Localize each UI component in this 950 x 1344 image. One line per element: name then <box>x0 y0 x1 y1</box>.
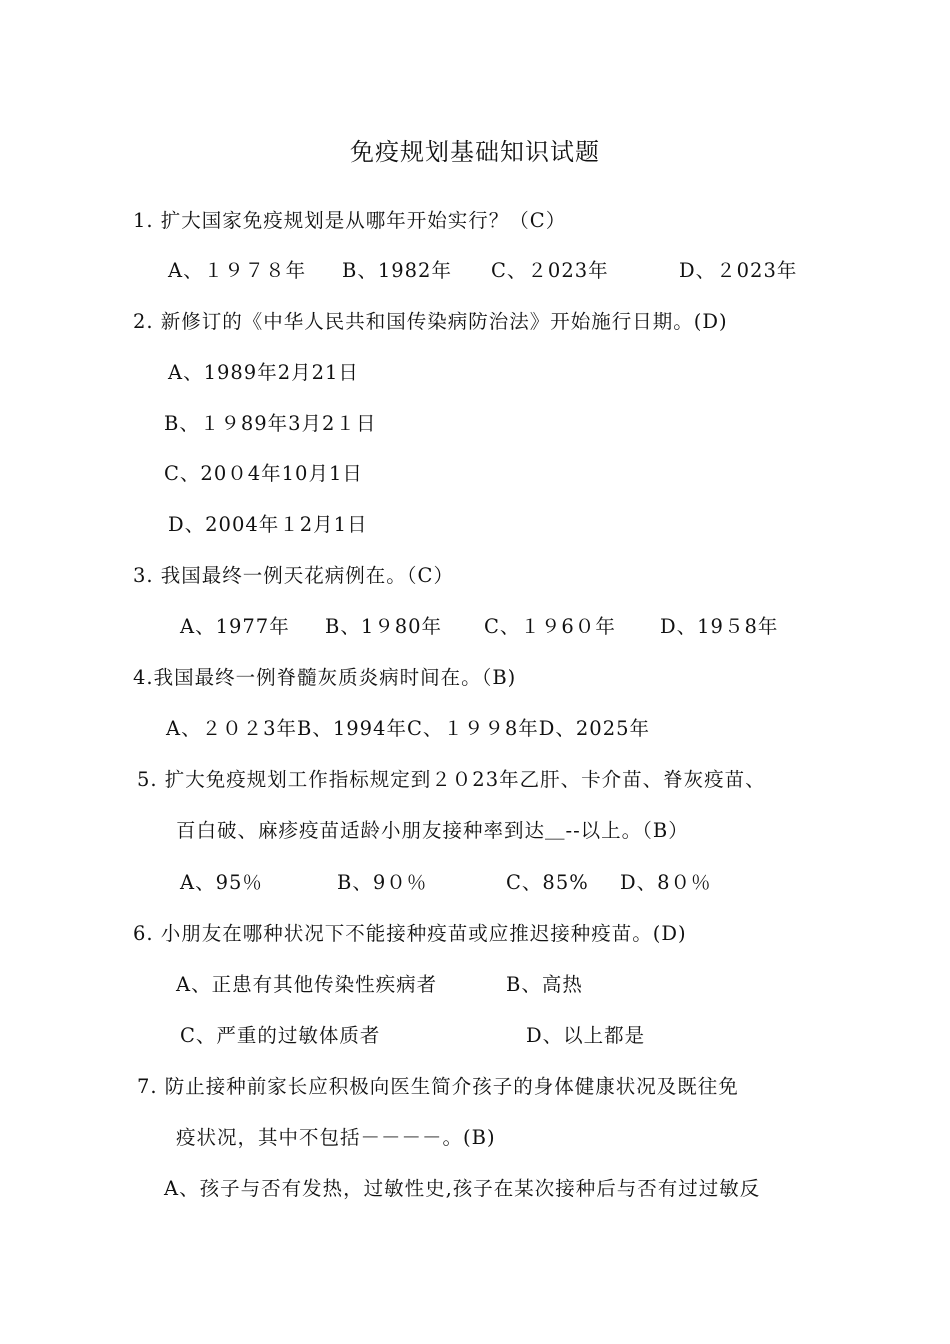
question-6-option-c: C、严重的过敏体质者 <box>180 1024 381 1047</box>
question-7-stem: 7. 防止接种前家长应积极向医生简介孩子的身体健康状况及既往免 <box>137 1075 739 1098</box>
question-3-option-c: C、１９6０年 <box>484 615 616 638</box>
question-5-option-b: B、9０％ <box>337 871 428 894</box>
question-4-stem: 4.我国最终一例脊髓灰质炎病时间在。（B) <box>133 666 517 689</box>
question-1-option-d: D、２023年 <box>679 259 798 282</box>
question-7-stem-continued: 疫状况，其中不包括－－－－。(B) <box>176 1126 496 1149</box>
question-2-option-d: D、2004年１2月1日 <box>168 513 368 536</box>
question-5-option-c: C、85% <box>506 871 589 894</box>
question-3-option-d: D、19５8年 <box>660 615 779 638</box>
question-7-option-a: A、孩子与否有发热，过敏性史,孩子在某次接种后与否有过过敏反 <box>164 1177 761 1200</box>
question-1-option-a: A、１９７８年 <box>168 259 307 282</box>
question-6-option-a: A、正患有其他传染性疾病者 <box>176 973 438 996</box>
question-6-option-b: B、高热 <box>506 973 583 996</box>
question-2-option-a: A、1989年2月21日 <box>168 361 359 384</box>
question-5-option-d: D、8０％ <box>620 871 712 894</box>
question-5-option-a: A、95％ <box>180 871 263 894</box>
question-3-stem: 3. 我国最终一例天花病例在。（C） <box>133 564 454 587</box>
question-2-option-c: C、20０4年10月1日 <box>164 462 363 485</box>
question-1-option-b: B、1982年 <box>342 259 452 282</box>
question-3-option-b: B、1９80年 <box>325 615 443 638</box>
question-1-option-c: C、２023年 <box>491 259 609 282</box>
question-4-options: A、２０２3年B、1994年C、１９９8年D、2025年 <box>166 717 651 740</box>
question-2-option-b: B、１９89年3月2１日 <box>164 412 377 435</box>
question-6-option-d: D、以上都是 <box>526 1024 646 1047</box>
question-1-stem: 1. 扩大国家免疫规划是从哪年开始实行？（C） <box>133 209 567 232</box>
question-2-stem: 2. 新修订的《中华人民共和国传染病防治法》开始施行日期。(D) <box>133 310 728 333</box>
question-5-stem: 5. 扩大免疫规划工作指标规定到２０23年乙肝、卡介苗、脊灰疫苗、 <box>137 768 766 791</box>
question-3-option-a: A、1977年 <box>180 615 290 638</box>
question-6-stem: 6. 小朋友在哪种状况下不能接种疫苗或应推迟接种疫苗。(D) <box>133 922 687 945</box>
document-title: 免疫规划基础知识试题 <box>350 138 600 166</box>
question-5-stem-continued: 百白破、麻疹疫苗适龄小朋友接种率到达＿--以上。（B） <box>176 819 689 842</box>
